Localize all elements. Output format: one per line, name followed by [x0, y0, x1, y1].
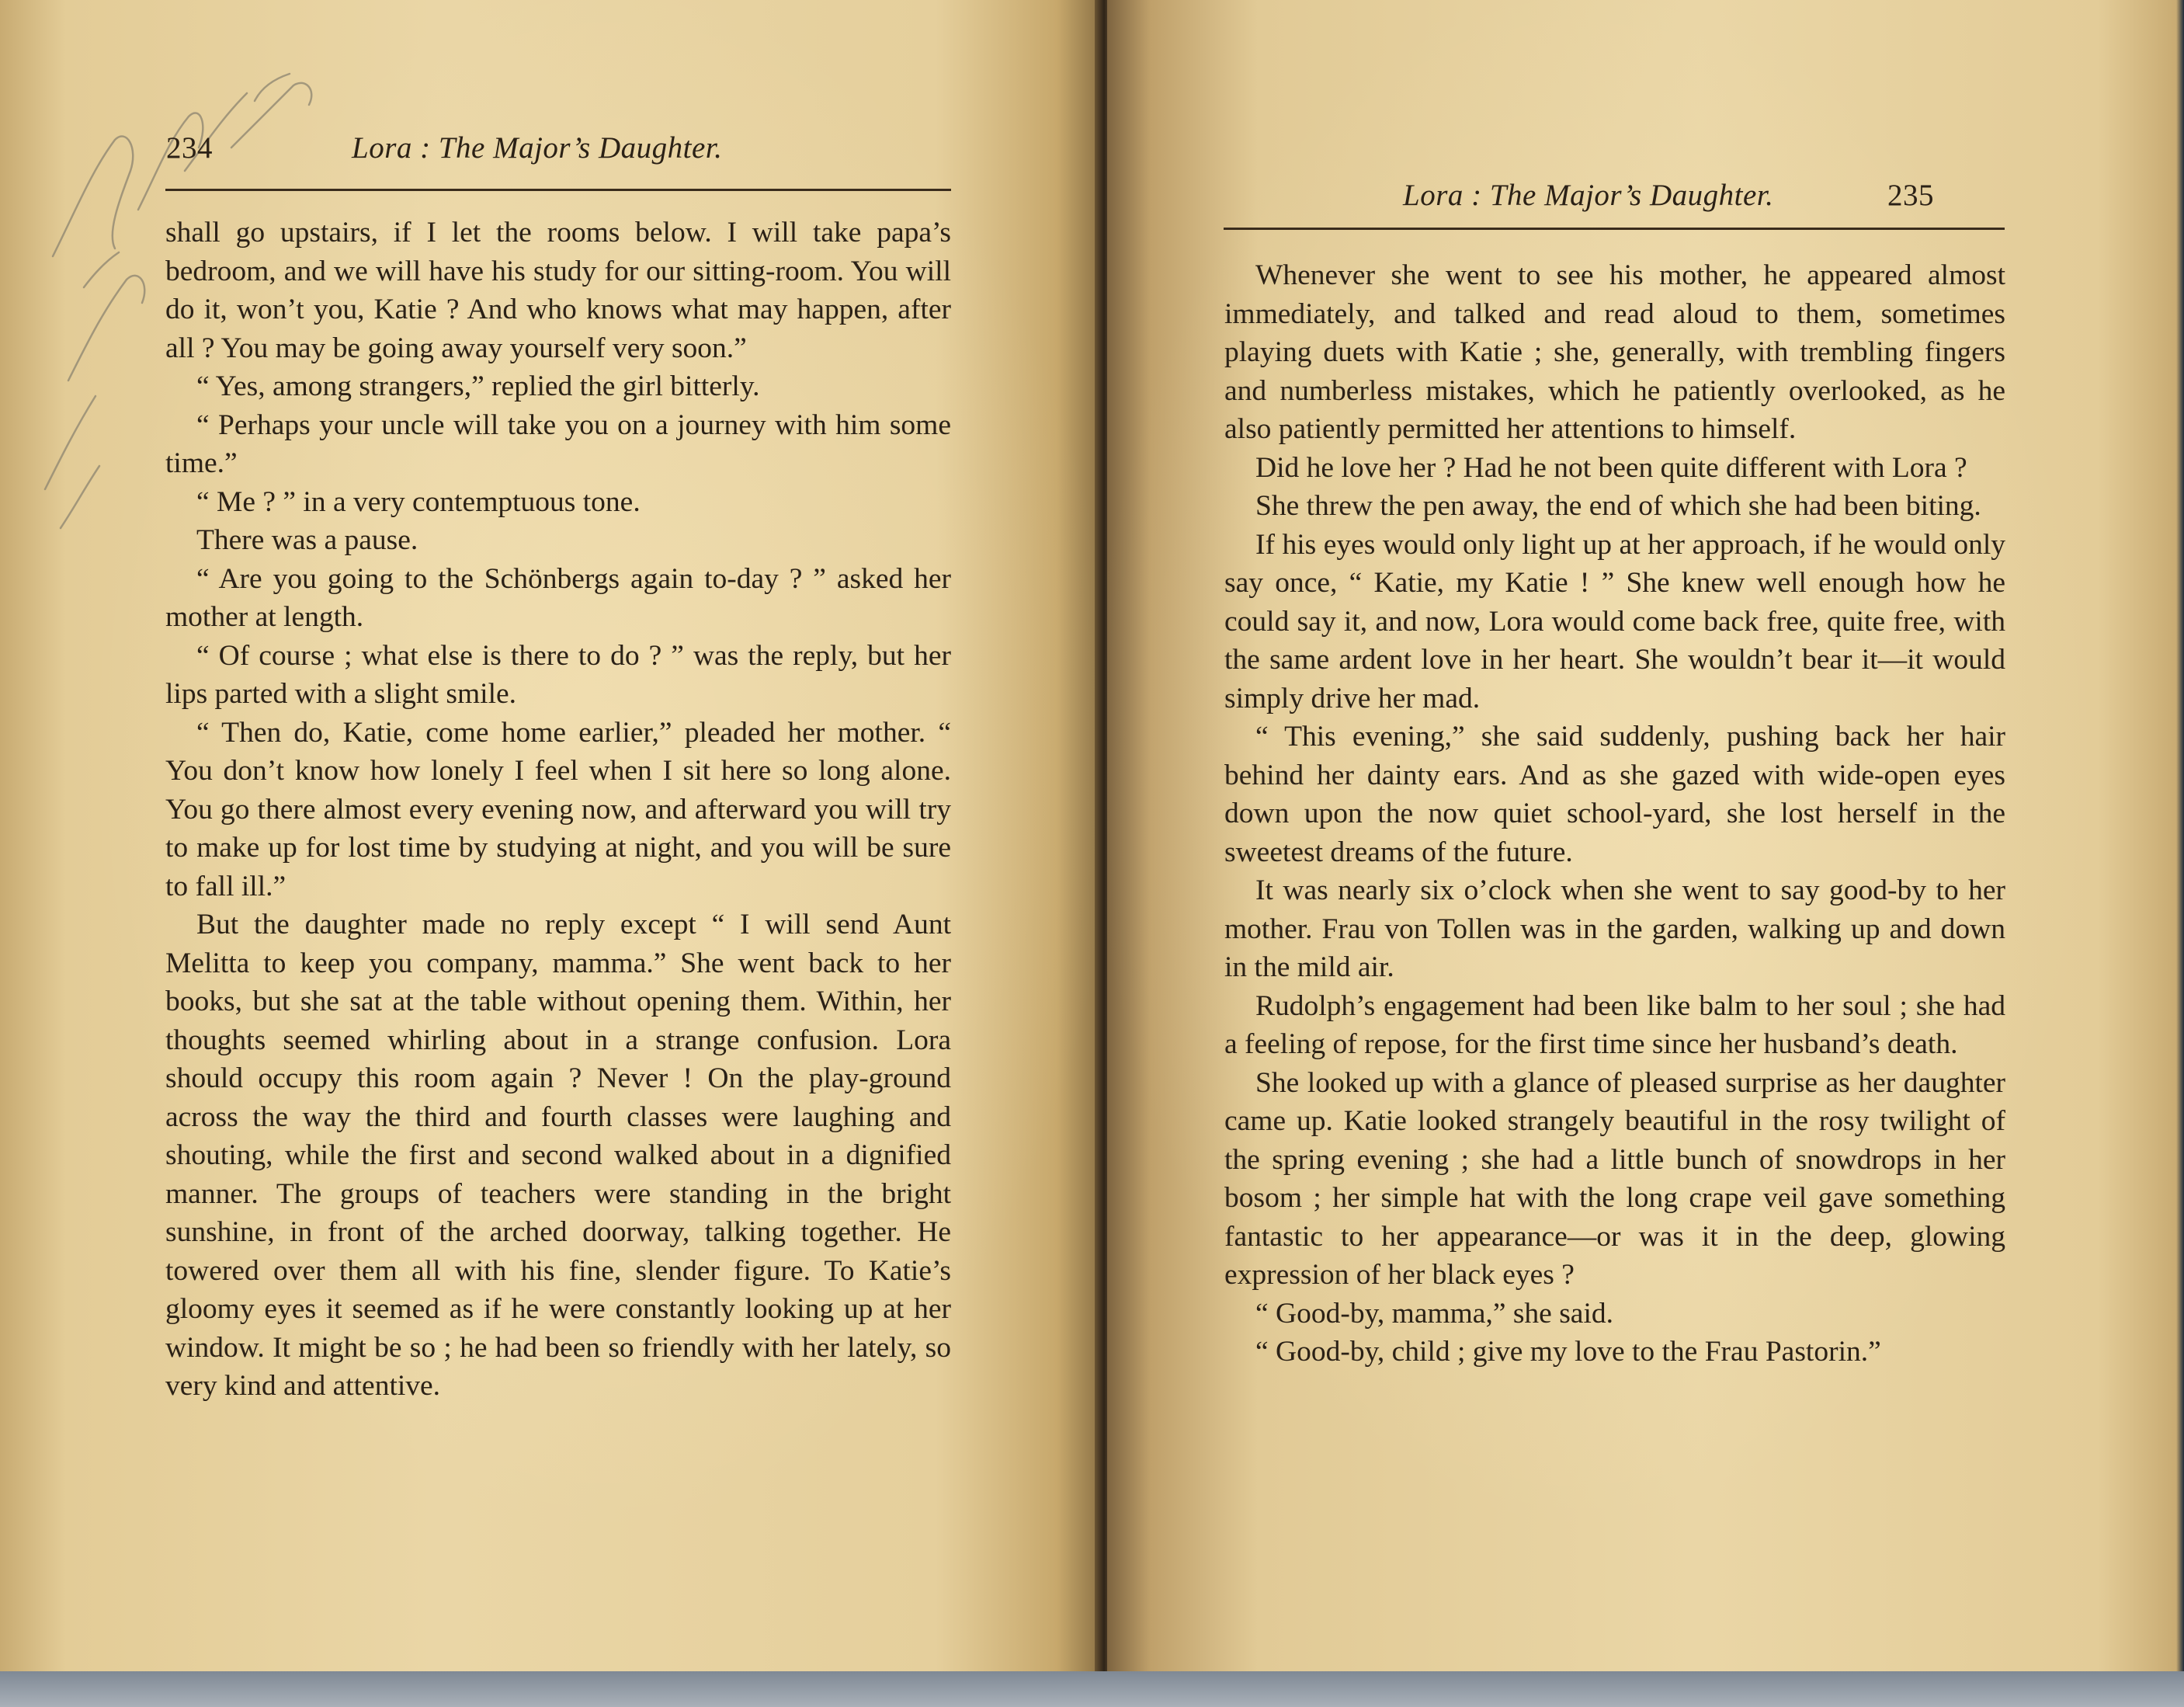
- scanner-bed: [0, 1671, 2184, 1707]
- right-running-head: [1107, 178, 2184, 217]
- left-body-text: [165, 214, 951, 1406]
- left-header-rule: [165, 189, 951, 191]
- paragraph: “ This evening,” she said suddenly, pushing back her hair behind her dainty ears. And as she gazed with wide-open eyes down upon the now quiet school-yard, she lost herself in the sweetest dreams of the future.: [1224, 721, 2005, 868]
- paragraph: Whenever she went to see his mother, he appeared almost immediately, and talked and read aloud to them, sometimes playing duets with Katie ; she, generally, with trembling fingers and numberless mistakes, which he patiently overlooked, as he also patiently permitted her attentions to himself.: [1224, 259, 2005, 445]
- right-page-number: 235: [1887, 179, 1934, 212]
- paragraph: “ Are you going to the Schönbergs again to-day ? ” asked her mother at length.: [165, 562, 951, 633]
- paragraph: Rudolph’s engagement had been like balm to her soul ; she had a feeling of repose, for the first time since her husband’s death.: [1224, 989, 2005, 1060]
- right-header-rule: [1224, 228, 2005, 230]
- paragraph: She threw the pen away, the end of which she had been biting.: [1255, 490, 1981, 522]
- right-running-title: Lora : The Major’s Daughter.: [1403, 179, 1774, 212]
- left-page: [0, 0, 1101, 1674]
- paragraph: shall go upstairs, if I let the rooms below. I will take papa’s bedroom, and we will have his study for our sitting-room. You will do it, won’t you, Katie ? And who knows what may happen, after all ? You may be going away yourself very soon.”: [165, 217, 951, 364]
- right-body-text: [1224, 256, 2005, 1372]
- paragraph: “ Good-by, mamma,” she said.: [1255, 1297, 1613, 1330]
- left-running-head: [0, 130, 1101, 169]
- paragraph: But the daughter made no reply except “ I will send Aunt Melitta to keep you company, mamma.” She went back to her books, but she sat at the table without opening them. Within, her thoughts seemed whirling about in a strange confusion. Lora should occupy this room again ? Never ! On the play-ground across the way the third and fourth classes were laughing and shouting, while the first and second walked about in a dignified manner. The groups of teachers were standing in the bright sunshine, in front of the arched doorway, talking together. He towered over them all with his fine, slender figure. To Katie’s gloomy eyes it seemed as if he were constantly looking up at her window. It might be so ; he had been so friendly with her lately, so very kind and attentive.: [165, 909, 951, 1402]
- left-page-number: 234: [166, 131, 213, 165]
- paragraph: Did he love her ? Had he not been quite different with Lora ?: [1255, 451, 1967, 484]
- paragraph: “ Good-by, child ; give my love to the Frau Pastorin.”: [1255, 1336, 1881, 1368]
- paragraph: It was nearly six o’clock when she went to say good-by to her mother. Frau von Tollen was in the garden, walking up and down in the mild air.: [1224, 874, 2005, 983]
- left-running-title: Lora : The Major’s Daughter.: [352, 131, 723, 165]
- paragraph: “ Of course ; what else is there to do ? ” was the reply, but her lips parted with a slight smile.: [165, 639, 951, 710]
- paragraph: If his eyes would only light up at her approach, if he would only say once, “ Katie, my Katie ! ” She knew well enough how he could say it, and now, Lora would come back free, quite free, with the same ardent love in her heart. She wouldn’t bear it—it would simply drive her mad.: [1224, 528, 2005, 714]
- paragraph: “ Yes, among strangers,” replied the girl bitterly.: [196, 370, 760, 402]
- paragraph: There was a pause.: [196, 524, 418, 556]
- paragraph: “ Then do, Katie, come home earlier,” pleaded her mother. “ You don’t know how lonely I feel when I sit here so long alone. You go there almost every evening now, and afterward you will try to make up for lost time by studying at night, and you will be sure to fall ill.”: [165, 716, 951, 902]
- right-page: [1107, 0, 2184, 1674]
- book-cover-edge: [2176, 0, 2184, 1674]
- paragraph: She looked up with a glance of pleased surprise as her daughter came up. Katie looked strangely beautiful in the rosy twilight of the spring evening ; she had a little bunch of snowdrops in her bosom ; her simple hat with the long crape veil gave something fantastic to her appearance—or was it in the deep, glowing expression of her black eyes ?: [1224, 1066, 2005, 1291]
- paragraph: “ Me ? ” in a very contemptuous tone.: [196, 485, 641, 518]
- paragraph: “ Perhaps your uncle will take you on a journey with him some time.”: [165, 408, 951, 479]
